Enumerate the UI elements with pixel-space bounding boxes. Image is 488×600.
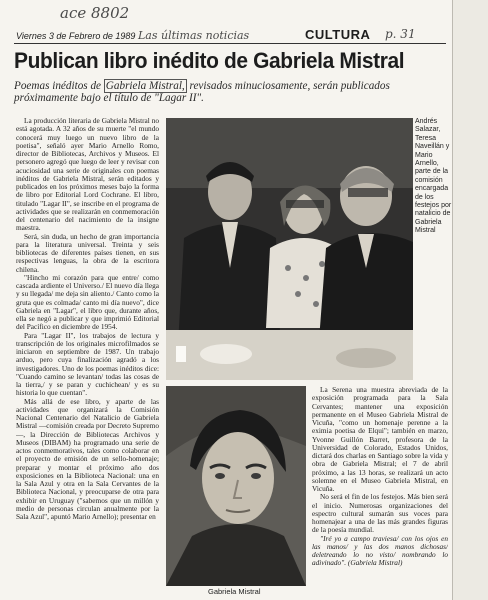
paragraph: Será, sin duda, un hecho de gran importancia para la literatura universal. Treinta y seis bibliotecas de diferentes países tienen, en sus respectivas lenguas, la obra de la escritora chilena.: [16, 231, 159, 274]
issue-date: Viernes 3 de Febrero de 1989: [16, 31, 136, 41]
paragraph: La producción literaria de Gabriela Mistral no está agotada. A 32 años de su muerte "el mundo conocerá muy luego un nuevo libro de la poetisa", señaló ayer Mario Arnello Romo, director de Bibliotecas, Archivos y Museos. El personero agregó que luego de leer y revisar con acuciosidad una serie de originales con poemas inéditos de Gabriela Mistral, serán editados y publicados en los próximos meses bajo la forma de libro por Editorial Lord Cochrane. El libro, titulado "Lagar II", se inscribe en el programa de actividades que se realizarán en conmemoración del centenario del nacimiento de la insigne maestra.: [16, 117, 159, 233]
subhead: [14, 80, 446, 105]
section-name: CULTURA: [305, 27, 371, 42]
paragraph: No será el fin de los festejos. Más bien será el inicio. Numerosas organizaciones del espectro cultural sumarán sus voces para homenajear a una de las más grandes figuras de la poesía mundial.: [312, 492, 448, 535]
portrait-figure: [166, 386, 306, 586]
left-column: [16, 117, 159, 597]
paragraph: Para "Lagar II", los trabajos de lectura y transcripción de los originales microfilmados se iniciaron en septiembre de 1987. Un trabajo arduo, pero cuya finalización agradó a los investigadores. Uno de los poemas inéditos dice: "Cuando camino se levantan/ todas las cosas de la tierra,/ y se paran y cuchichean/ y es su historia lo que cuentan".: [16, 330, 159, 398]
portrait-caption: Gabriela Mistral: [208, 587, 261, 596]
paragraph: La Serena una muestra abreviada de la exposición programada para la Sala Cervantes; mantener una exposición permanente en el Museo Gabriela Mistral de Vicuña, "como un homenaje perenne a la eximia poetisa de Elqui"; también en marzo, Yvonne Guillón Barret, profesora de la Universidad de Colorado, Estados Unidos, dictará dos charlas en Santiago sobre la vida y obra de Gabriela Mistral; el 7 de abril próximo, a las 13 horas, se realizará un acto solemne en el Museo Gabriela Mistral, en Vicuña.: [312, 386, 448, 493]
subhead-part2: revisados minuciosamente, serán publicados próximamente bajo el título de "Lagar II".: [14, 80, 390, 105]
subhead-part1: Poemas inéditos de: [14, 80, 104, 92]
source-handwritten: Las últimas noticias: [138, 29, 250, 42]
group-photo-figures: [166, 118, 413, 380]
paper-strip: [452, 0, 488, 600]
group-photo: [166, 118, 413, 380]
header-rule: [14, 43, 446, 44]
page-ref: p. 31: [385, 27, 416, 41]
subhead-highlight: Gabriela Mistral,: [105, 80, 185, 92]
portrait-photo: [166, 386, 306, 586]
closing-quote: "Iré yo a campo traviesa/ con los ojos en las manos/ y las dos manos dichosas/ deletreando lo no visto/ nombrando lo adivinado". (Gabriela Mistral): [312, 533, 448, 568]
archive-code: ace 8802: [60, 4, 130, 22]
photo-caption: Andrés Salazar, Teresa Naveillán y Mario Arnello, parte de la comisión encargada de los festejos por natalicio de Gabriela Mistral: [415, 118, 452, 235]
paragraph: "Hincho mi corazón para que entre/ como cascada ardiente el Universo./ El nuevo día llega y su llegada/ me deja sin aliento./ Canto como la gruta que es colmada/ canto mi día nuevo", dice Gabriela en "Lagar", el libro que, durante años, ella se negó a publicar y que imprimió Editorial del Pacífico en diciembre de 1954.: [16, 272, 159, 332]
right-column: [312, 386, 448, 596]
headline: Publican libro inédito de Gabriela Mistral: [14, 48, 405, 73]
paper-edge: [452, 0, 453, 600]
paragraph: Más allá de ese libro, y aparte de las actividades que organizará la Comisión Nacional Centenario del Natalicio de Gabriela Mistral —comisión creada por Decreto Supremo—, la Dirección de Bibliotecas Archivos y Museos (DIBAM) ha programado una serie de actos conmemorativos, tales como colaborar en el proyecto de emisión de un sello-homenaje; preparar y montar el próximo año dos exposiciones en la Biblioteca Nacional: una en la Sala Azul y otra en la Sala Cervantes de la Biblioteca Nacional, y preocuparse de otra para exhibir en Uruguay ("sabemos que un millón y medio de personas circulan anualmente por la Sala Azul", apuntó Mario Arnello); presentar en: [16, 396, 159, 521]
